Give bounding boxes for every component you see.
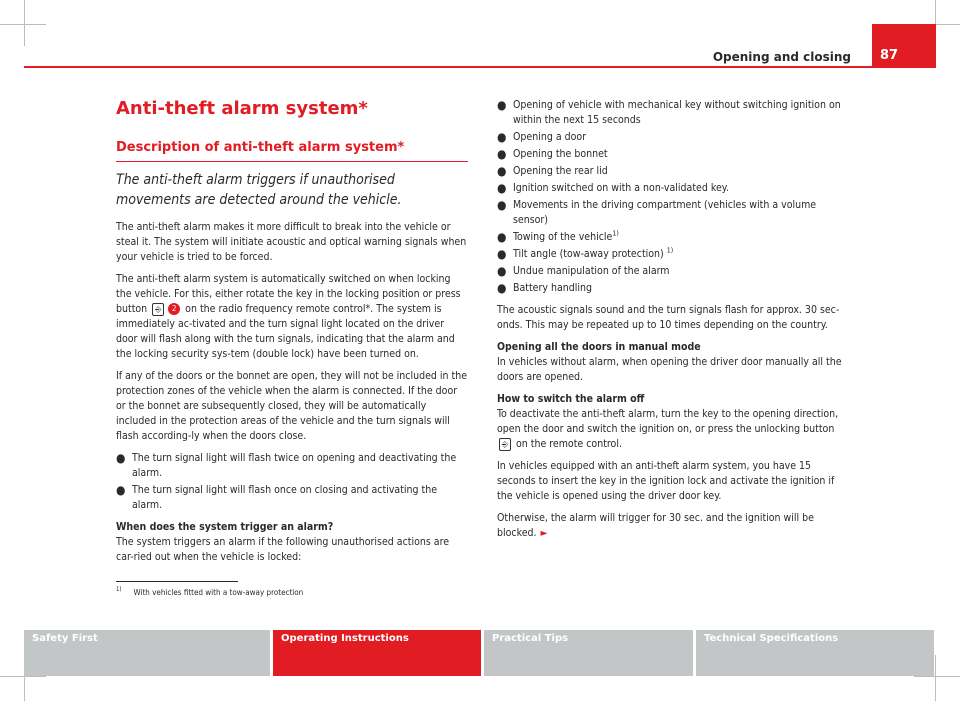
body-paragraph: If any of the doors or the bonnet are open, they will not be included in the protection zones of the vehicle when the alarm is connected. If the door or the bonnet are subsequently closed, they will be automatically included in the protection areas of the vehicle and the turn signals will flash according-ly when the doors close. <box>116 370 468 442</box>
body-paragraph: The system triggers an alarm if the following unauthorised actions are car-ried out when the vehicle is locked: <box>116 536 450 563</box>
inline-heading: Opening all the doors in manual mode <box>497 341 701 353</box>
body-paragraph: In vehicles without alarm, when opening the driver door manually all the doors are opened. <box>497 356 842 383</box>
footnote-rule <box>116 581 238 582</box>
unlock-button-icon: ⎆ <box>499 438 511 451</box>
left-column <box>116 98 468 572</box>
running-header: Opening and closing <box>712 50 851 64</box>
body-paragraph: In vehicles equipped with an anti-theft alarm system, you have 15 seconds to insert the key in the ignition lock and activate the ignition if the vehicle is opened using the driver door key. <box>497 460 835 502</box>
body-paragraph: The anti-theft alarm makes it more difficult to break into the vehicle or steal it. The system will initiate acoustic and optical warning signals when your vehicle is tried to be forced. <box>116 221 467 263</box>
inline-heading: When does the system trigger an alarm? <box>116 521 334 533</box>
list-item: ● Opening the bonnet <box>497 147 608 161</box>
footer-tab-safety-first[interactable]: Safety First <box>24 630 270 676</box>
list-item: ● Undue manipulation of the alarm <box>497 264 670 278</box>
footer-tab-operating-instructions[interactable]: Operating Instructions <box>273 630 481 676</box>
list-item: ● The turn signal light will flash twice on opening and deactivating the alarm. <box>116 451 457 479</box>
body-paragraph: To deactivate the anti-theft alarm, turn the key to the opening direction, open the door and switch the ignition on, or press the unlocking button ⎆ on the remote control. <box>497 408 839 450</box>
footnote-ref: 1) <box>612 229 619 238</box>
subsection-title: Description of anti-theft alarm system* <box>116 140 468 162</box>
list-item: ● Battery handling <box>497 281 592 295</box>
callout-number: 2 <box>168 303 180 315</box>
header-rule <box>24 66 930 68</box>
list-item: ● Opening a door <box>497 130 587 144</box>
right-column <box>497 98 852 548</box>
lock-button-icon: ⎆ <box>152 303 164 316</box>
body-paragraph: The anti-theft alarm system is automatically switched on when locking the vehicle. For this, either rotate the key in the locking position or press button ⎆ 2 on the radio frequency remote control*. The system is immediately ac-tivated and the turn signal light located on the driver door will flash along with the turn signals, indicating that the alarm and the locking security sys-tem (double lock) have been turned on. <box>116 273 461 360</box>
list-item: ● Movements in the driving compartment (vehicles with a volume sensor) <box>497 198 817 226</box>
list-item: ● The turn signal light will flash once on closing and activating the alarm. <box>116 483 438 511</box>
section-title: Anti-theft alarm system* <box>116 98 368 119</box>
list-item: ● Opening the rear lid <box>497 164 608 178</box>
footer-tab-technical-specifications[interactable]: Technical Specifications <box>696 630 934 676</box>
body-paragraph: Otherwise, the alarm will trigger for 30 sec. and the ignition will be blocked. ► <box>497 512 814 539</box>
footer-tab-practical-tips[interactable]: Practical Tips <box>484 630 693 676</box>
page-number: 87 <box>872 24 936 68</box>
crop-mark <box>24 0 25 46</box>
inline-heading: How to switch the alarm off <box>497 393 645 405</box>
list-item: ● Towing of the vehicle$^{1)}$ <box>497 229 619 244</box>
crop-mark <box>935 655 936 701</box>
body-paragraph: The acoustic signals sound and the turn signals flash for approx. 30 sec-onds. This may be repeated up to 10 times depending on the country. <box>497 304 840 331</box>
crop-mark <box>0 24 46 25</box>
crop-mark <box>914 676 960 677</box>
footnote-ref: 1) <box>666 246 674 255</box>
lead-paragraph: The anti-theft alarm triggers if unauthorised movements are detected around the vehicle. <box>116 172 402 208</box>
list-item: ● Ignition switched on with a non-validated key. <box>497 181 729 195</box>
continue-arrow-icon: ► <box>540 528 548 539</box>
crop-mark <box>0 676 46 677</box>
list-item: ● Opening of vehicle with mechanical key without switching ignition on within the next 15 seconds <box>497 98 841 126</box>
list-item: ● Tilt angle (tow-away protection) $^{1)}$ <box>497 246 674 261</box>
footnote: $^{1)}$ With vehicles fitted with a tow-away protection <box>116 586 304 597</box>
